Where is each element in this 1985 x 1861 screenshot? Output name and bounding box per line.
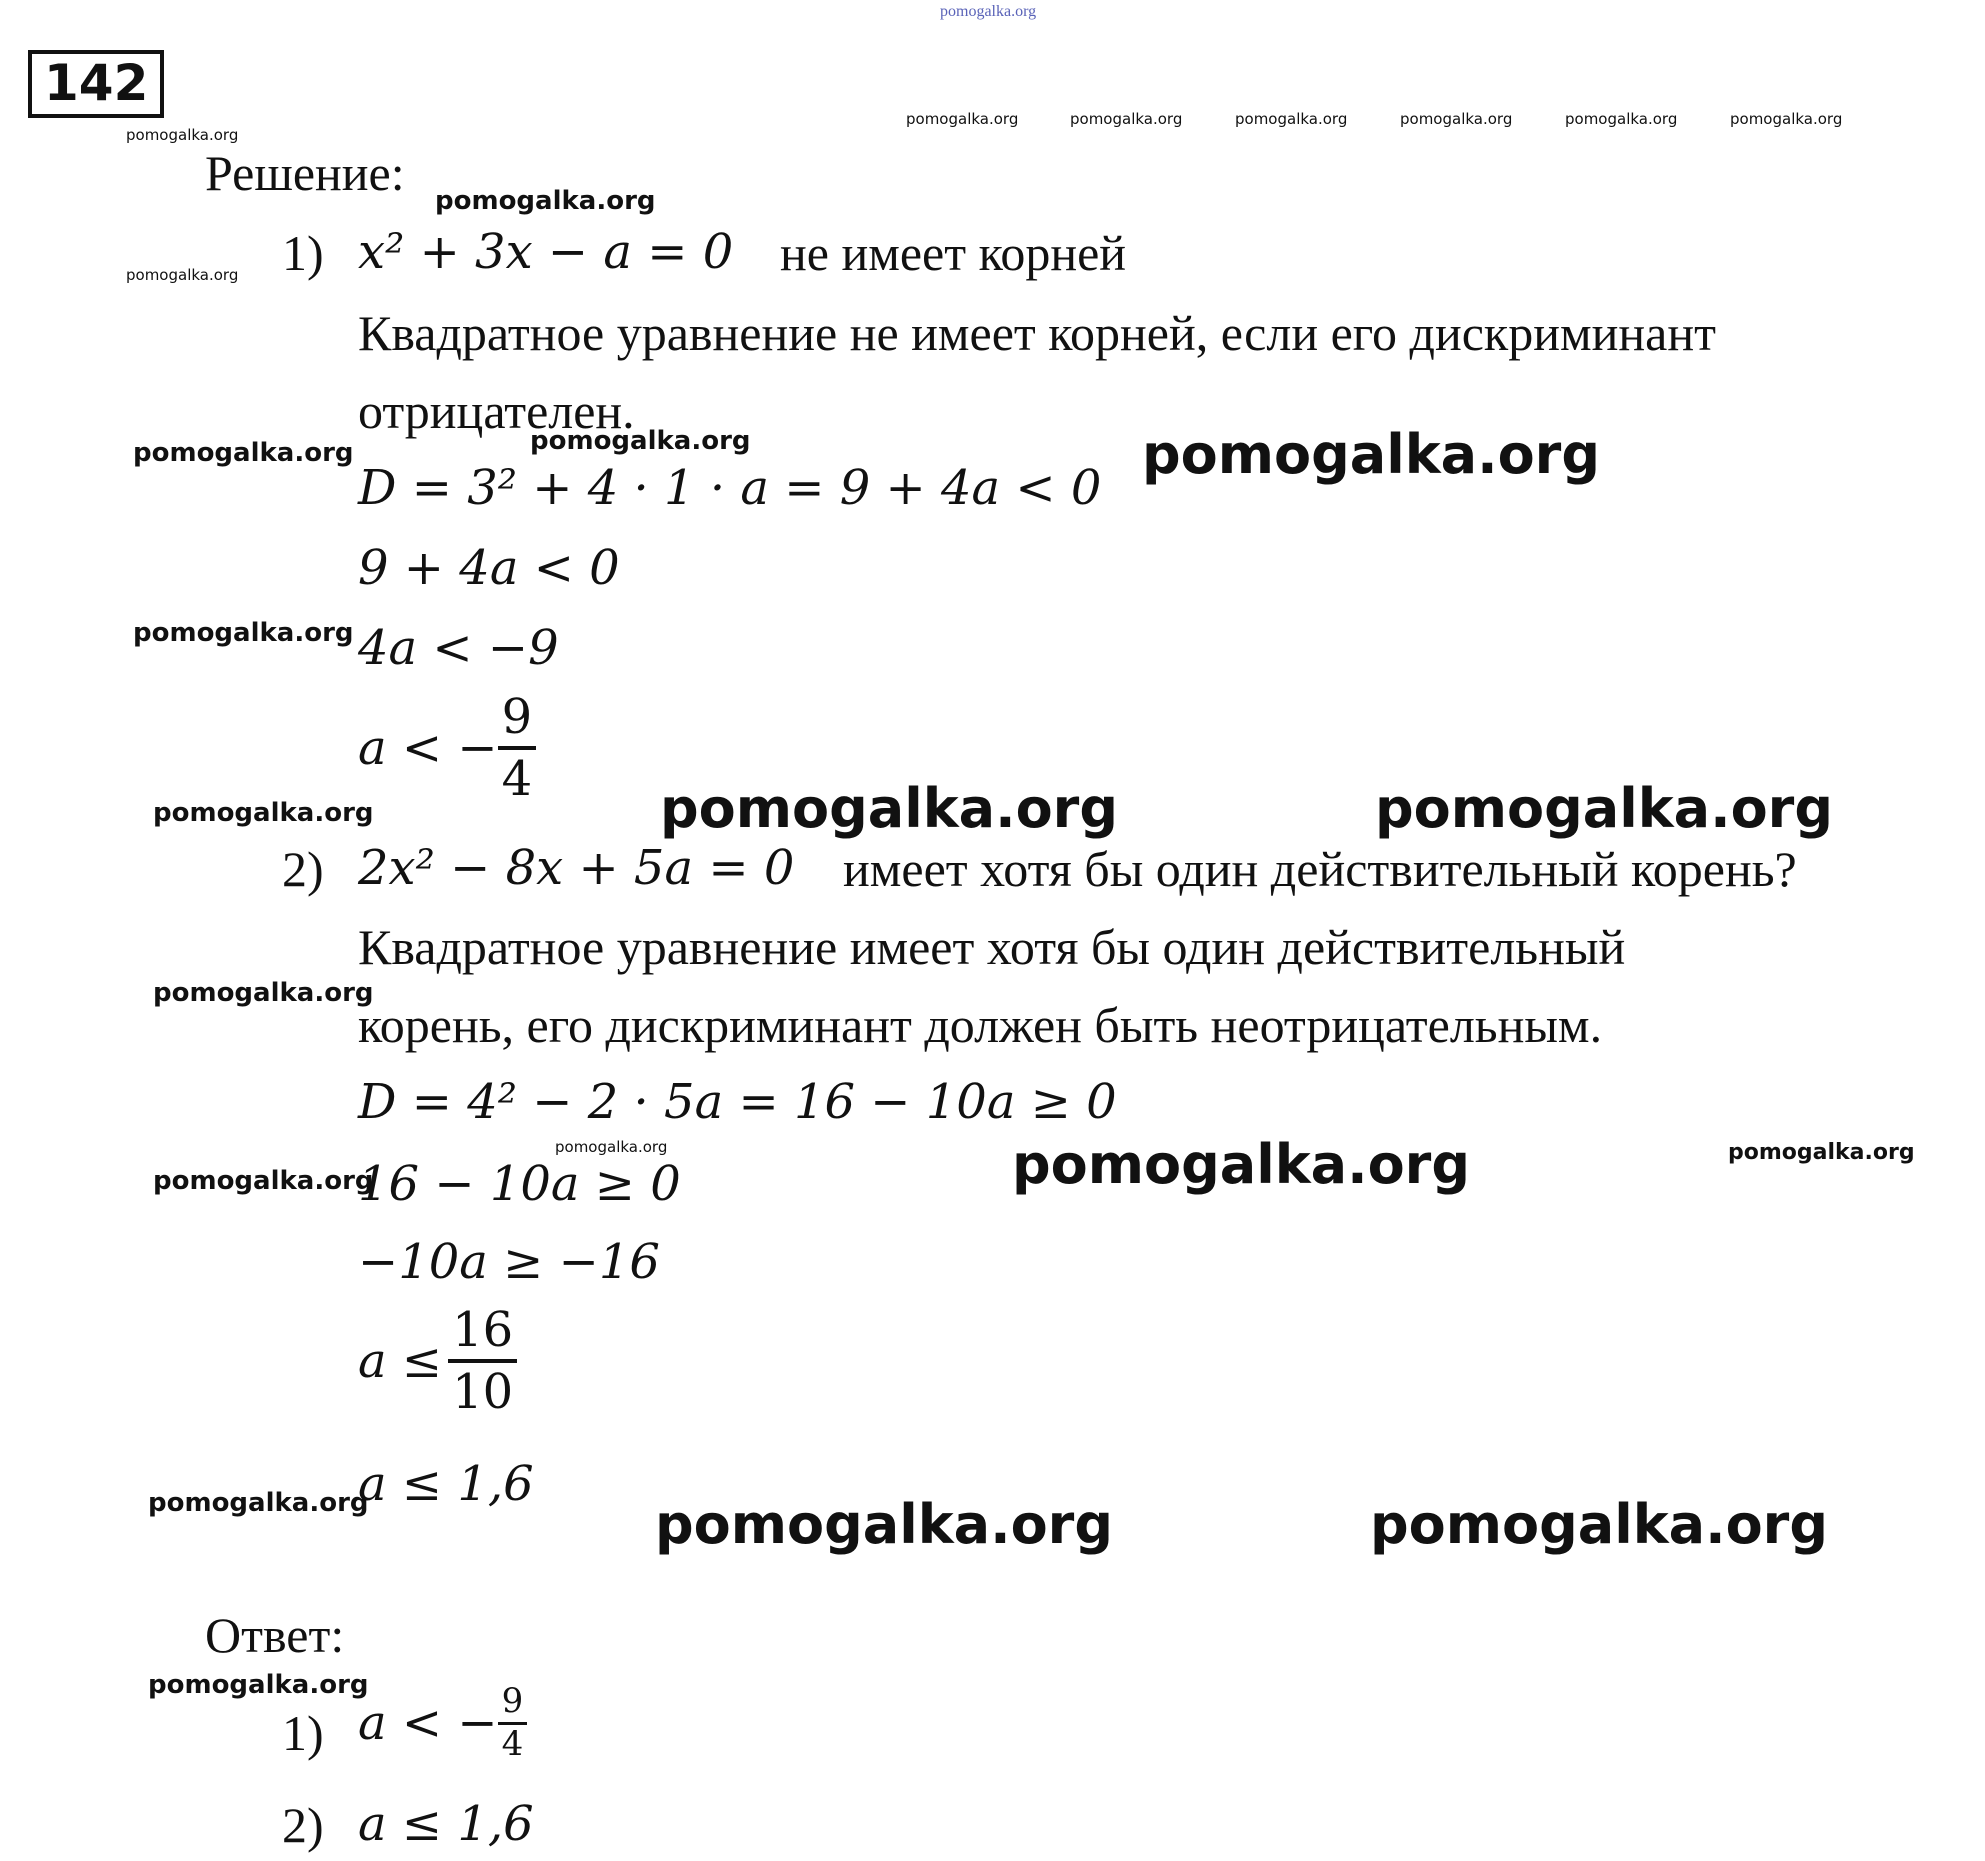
part1-step3-prefix: a < − (358, 720, 498, 777)
fraction-numerator: 16 (452, 1302, 514, 1358)
answer-item1-fraction (498, 1681, 528, 1764)
watermark: pomogalka.org (148, 1488, 369, 1518)
watermark: pomogalka.org (126, 126, 239, 144)
watermark: pomogalka.org (126, 266, 239, 284)
watermark: pomogalka.org (1012, 1133, 1470, 1196)
part2-step2: −10a ≥ −16 (358, 1234, 660, 1290)
watermark: pomogalka.org (1730, 110, 1843, 128)
part2-step3 (358, 1302, 517, 1421)
watermark: pomogalka.org (133, 618, 354, 648)
part1-condition: не имеет корней (780, 225, 1127, 281)
fraction-numerator: 9 (501, 689, 533, 745)
watermark: pomogalka.org (530, 426, 751, 456)
watermark: pomogalka.org (435, 186, 656, 216)
fraction-bar (498, 746, 537, 750)
answer-item1-prefix: a < − (358, 1695, 498, 1752)
part2-condition: имеет хотя бы один действительный корень? (843, 841, 1797, 897)
part2-step3-prefix: a ≤ (358, 1333, 443, 1390)
part1-explanation-line1: Квадратное уравнение не имеет корней, если его дискриминант (358, 305, 1716, 361)
watermark: pomogalka.org (1565, 110, 1678, 128)
watermark: pomogalka.org (660, 777, 1118, 840)
watermark: pomogalka.org (133, 438, 354, 468)
watermark: pomogalka.org (1142, 423, 1600, 486)
part2-step1: 16 − 10a ≥ 0 (358, 1156, 681, 1212)
watermark: pomogalka.org (1400, 110, 1513, 128)
part1-step3-fraction (498, 689, 537, 808)
solution-title: Решение: (205, 145, 405, 201)
watermark: pomogalka.org (1375, 777, 1833, 840)
watermark: pomogalka.org (153, 978, 374, 1008)
part2-discriminant: D = 4² − 2 · 5a = 16 − 10a ≥ 0 (358, 1074, 1117, 1130)
part1-explanation-line2: отрицателен. (358, 383, 635, 439)
watermark: pomogalka.org (1070, 110, 1183, 128)
fraction-denominator: 4 (501, 1723, 524, 1764)
part1-step1: 9 + 4a < 0 (358, 540, 620, 596)
watermark: pomogalka.org (148, 1670, 369, 1700)
part2-step4: a ≤ 1,6 (358, 1456, 534, 1512)
part2-explanation-line2: корень, его дискриминант должен быть неотрицательным. (358, 997, 1603, 1053)
part2-explanation-line1: Квадратное уравнение имеет хотя бы один действительный (358, 919, 1626, 975)
watermark: pomogalka.org (1235, 110, 1348, 128)
part2-label: 2) (282, 841, 324, 897)
part2-step3-fraction (448, 1302, 517, 1421)
fraction-bar (448, 1359, 517, 1363)
part1-discriminant: D = 3² + 4 · 1 · a = 9 + 4a < 0 (358, 460, 1102, 516)
answer-item2-label: 2) (282, 1797, 324, 1853)
answer-title: Ответ: (205, 1607, 345, 1663)
part1-equation: x² + 3x − a = 0 (358, 224, 734, 280)
watermark: pomogalka.org (1728, 1140, 1915, 1165)
fraction-denominator: 10 (452, 1364, 514, 1421)
problem-number: 142 (28, 50, 164, 118)
part2-equation: 2x² − 8x + 5a = 0 (358, 840, 795, 896)
fraction-numerator: 9 (501, 1681, 524, 1721)
answer-item1 (358, 1681, 527, 1764)
watermark: pomogalka.org (153, 1166, 374, 1196)
answer-item1-label: 1) (282, 1705, 324, 1761)
answer-item2: a ≤ 1,6 (358, 1796, 534, 1852)
watermark: pomogalka.org (1370, 1493, 1828, 1556)
part1-step3 (358, 689, 536, 808)
watermark: pomogalka.org (906, 110, 1019, 128)
site-header: pomogalka.org (940, 3, 1037, 20)
watermark: pomogalka.org (655, 1493, 1113, 1556)
watermark: pomogalka.org (555, 1138, 668, 1156)
watermark: pomogalka.org (153, 798, 374, 828)
fraction-denominator: 4 (501, 751, 533, 808)
part1-step2: 4a < −9 (358, 620, 559, 676)
part1-label: 1) (282, 225, 324, 281)
